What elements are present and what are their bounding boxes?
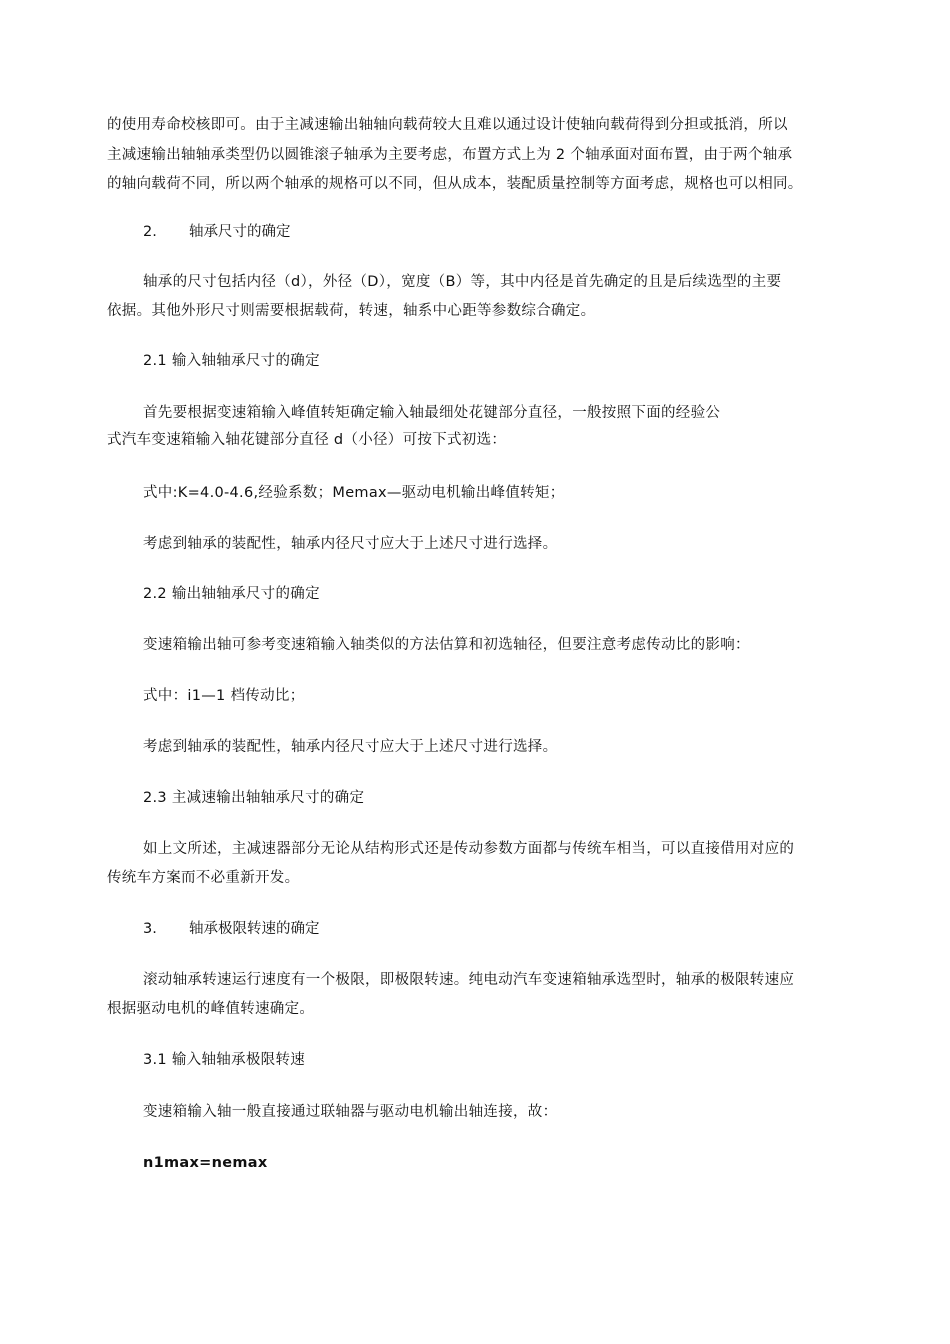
formula-note-1: 式中:K=4.0-4.6,经验系数；Memax—驱动电机输出峰值转矩；: [143, 485, 565, 501]
paragraph-5: 变速箱输出轴可参考变速箱输入轴类似的方法估算和初选轴径，但要注意考虑传动比的影响：: [143, 637, 750, 653]
paragraph-9: 变速箱输入轴一般直接通过联轴器与驱动电机输出轴连接，故：: [143, 1104, 558, 1120]
paragraph-4: 考虑到轴承的装配性，轴承内径尺寸应大于上述尺寸进行选择。: [143, 536, 558, 552]
section-number: 2.: [143, 224, 157, 240]
section-number: 3.: [143, 921, 157, 937]
paragraph-7-line-2: 传统车方案而不必重新开发。: [107, 870, 300, 886]
section-title: 轴承尺寸的确定: [189, 224, 291, 240]
paragraph-1-line-2: 主减速输出轴轴承类型仍以圆锥滚子轴承为主要考虑，布置方式上为 2 个轴承面对面布置，由于两个轴承: [107, 147, 793, 163]
section-title: 轴承极限转速的确定: [189, 921, 320, 937]
paragraph-1-line-1: 的使用寿命校核即可。由于主减速输出轴轴向载荷较大且难以通过设计使轴向载荷得到分担或抵消，所以: [107, 117, 788, 133]
paragraph-3-line-1: 首先要根据变速箱输入峰值转矩确定输入轴最细处花键部分直径，一般按照下面的经验公: [143, 405, 721, 421]
formula-note-2: 式中：i1—1 档传动比；: [143, 688, 305, 704]
paragraph-6: 考虑到轴承的装配性，轴承内径尺寸应大于上述尺寸进行选择。: [143, 739, 558, 755]
paragraph-3-line-2: 式汽车变速箱输入轴花键部分直径 d（小径）可按下式初选：: [107, 432, 507, 448]
paragraph-7-line-1: 如上文所述，主减速器部分无论从结构形式还是传动参数方面都与传统车相当，可以直接借用对应的: [143, 841, 795, 857]
paragraph-2-line-2: 依据。其他外形尺寸则需要根据载荷，转速，轴系中心距等参数综合确定。: [107, 303, 596, 319]
paragraph-8-line-1: 滚动轴承转速运行速度有一个极限，即极限转速。纯电动汽车变速箱轴承选型时，轴承的极限转速应: [143, 972, 795, 988]
paragraph-2-line-1: 轴承的尺寸包括内径（d），外径（D），宽度（B）等，其中内径是首先确定的且是后续选型的主要: [143, 274, 782, 290]
paragraph-8-line-2: 根据驱动电机的峰值转速确定。: [107, 1001, 315, 1017]
section-heading-2-3: 2.3 主减速输出轴轴承尺寸的确定: [143, 790, 365, 806]
section-heading-2-2: 2.2 输出轴轴承尺寸的确定: [143, 586, 320, 602]
formula-n1max: n1max=nemax: [143, 1155, 268, 1171]
section-heading-3-1: 3.1 输入轴轴承极限转速: [143, 1052, 306, 1068]
paragraph-1-line-3: 的轴向载荷不同，所以两个轴承的规格可以不同，但从成本，装配质量控制等方面考虑，规格也可以相同。: [107, 176, 803, 192]
section-heading-2-1: 2.1 输入轴轴承尺寸的确定: [143, 353, 320, 369]
